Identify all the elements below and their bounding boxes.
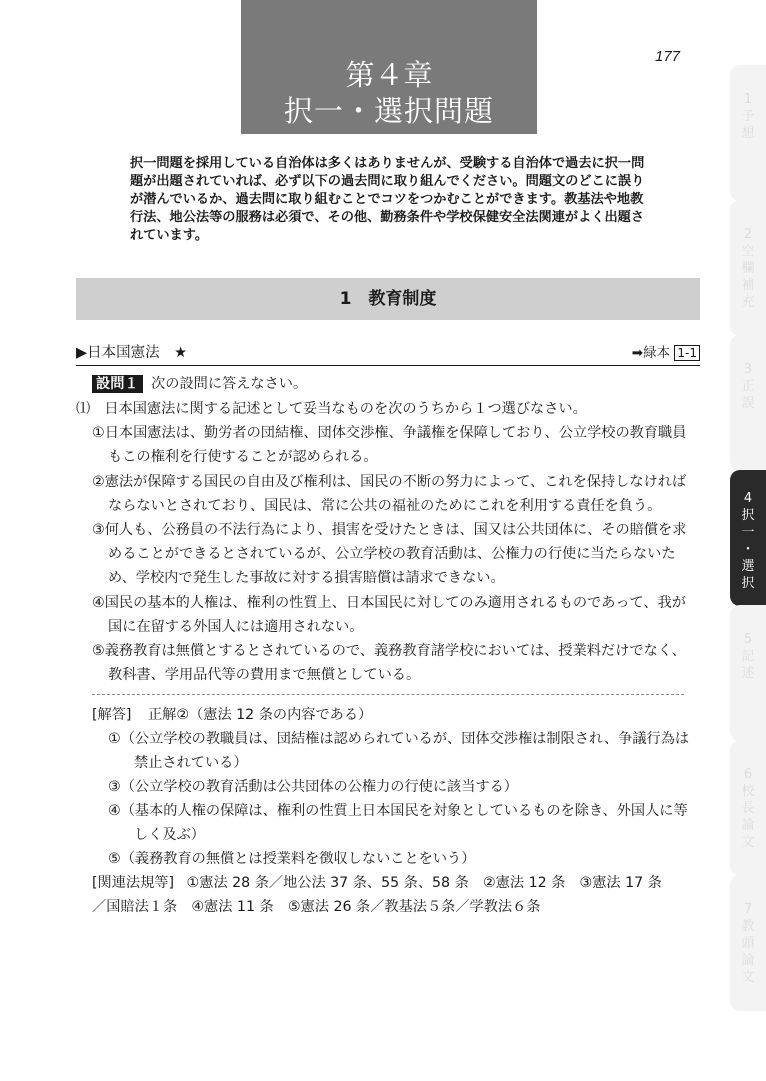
tab-chapter-3[interactable] — [730, 335, 766, 471]
topic-title: ▶日本国憲法 ★ — [76, 345, 188, 361]
related-laws — [76, 871, 700, 919]
tab-char: 頭 — [741, 936, 755, 951]
reference — [632, 341, 700, 365]
tab-char: 予 — [741, 109, 755, 124]
topic-header — [76, 341, 700, 366]
tab-char: 論 — [741, 953, 755, 968]
answer-item: ③（公立学校の教育活動は公共団体の公権力の行使に該当する） — [108, 779, 518, 796]
sub-question: ⑴ 日本国憲法に関する記述として妥当なものを次のうちから１つ選びなさい。 — [76, 401, 587, 417]
tab-char: 記 — [741, 649, 755, 664]
reference-label: ➡緑本 — [631, 345, 671, 361]
answer-heading — [76, 703, 700, 727]
tab-char: 長 — [741, 801, 755, 816]
tab-number: 7 — [743, 902, 753, 917]
option-3: ③何人も、公務員の不法行為により、損害を受けたときは、国又は公共団体に、その賠償を求めることができるとされているが、公立学校の教育活動は、公権力の行使に当たらないため、学校内で発生した事故に対する損害賠償は請求できない。 — [92, 522, 687, 587]
tab-number: 5 — [743, 632, 753, 647]
tab-number: 3 — [743, 362, 753, 377]
answer-item: ⑤（義務教育の無償とは授業料を徴収しないことをいう） — [108, 851, 476, 868]
tab-char: 文 — [741, 835, 755, 850]
tab-chapter-1[interactable] — [730, 65, 766, 201]
tab-char: 誤 — [741, 396, 755, 411]
tab-char: 充 — [741, 295, 755, 310]
tab-char: 欄 — [741, 261, 755, 276]
question-badge: 設問１ — [92, 375, 143, 393]
tab-char: 想 — [741, 126, 755, 141]
tab-char: 論 — [741, 818, 755, 833]
answer-item: ①（公立学校の教職員は、団結権は認められているが、団体交渉権は制限され、争議行為は禁止されている） — [108, 731, 690, 772]
answer-label: [解答] — [92, 707, 132, 724]
divider — [92, 694, 684, 695]
page-number: 177 — [655, 48, 681, 65]
chapter-title: 択一・選択問題 — [283, 94, 494, 128]
reference-id: 1-1 — [674, 345, 700, 361]
tab-char: 教 — [741, 919, 755, 934]
question-instruction: 次の設問に答えなさい。 — [151, 376, 308, 392]
related-line-1: ①憲法 28 条／地公法 37 条、55 条、58 条 ②憲法 12 条 ③憲法 17 条 — [186, 875, 662, 892]
tab-chapter-4[interactable] — [730, 470, 766, 606]
tab-chapter-7[interactable] — [730, 875, 766, 1011]
tab-number: 2 — [743, 227, 753, 242]
tab-char: ・ — [741, 542, 755, 557]
option-4: ④国民の基本的人権は、権利の性質上、日本国民に対してのみ適用されるものであって、我が国に在留する外国人には適用されない。 — [92, 594, 686, 635]
tab-char: 文 — [741, 970, 755, 985]
question-heading — [76, 371, 700, 397]
chapter-number: 第４章 — [345, 58, 433, 92]
tab-char: 述 — [741, 666, 755, 681]
tab-char: 校 — [741, 784, 755, 799]
tab-number: 4 — [743, 491, 753, 506]
related-line-2: ／国賠法１条 ④憲法 11 条 ⑤憲法 26 条／教基法５条／学教法６条 — [92, 899, 541, 916]
tab-char: 空 — [741, 244, 755, 259]
tab-char: 択 — [741, 576, 755, 591]
tab-chapter-2[interactable] — [730, 200, 766, 336]
question-block — [76, 371, 700, 919]
option-1: ①日本国憲法は、勤労者の団結権、団体交渉権、争議権を保障しており、公立学校の教育職員もこの権利を行使することが認められる。 — [92, 425, 687, 466]
tab-char: 択 — [741, 508, 755, 523]
tab-chapter-5[interactable] — [730, 605, 766, 741]
tab-char: 補 — [741, 278, 755, 293]
chapter-header — [241, 0, 537, 134]
answer-correct: 正解②（憲法 12 条の内容である） — [147, 707, 373, 724]
tab-chapter-6[interactable] — [730, 740, 766, 876]
tab-char: 選 — [741, 559, 755, 574]
option-2: ②憲法が保障する国民の自由及び権利は、国民の不断の努力によって、これを保持しなければならないとされており、国民は、常に公共の福祉のためにこれを利用する責任を負う。 — [92, 473, 687, 514]
related-label: [関連法規等] — [92, 875, 175, 892]
tab-char: 一 — [741, 525, 755, 540]
tab-number: 1 — [743, 92, 753, 107]
option-5: ⑤義務教育は無償とするとされているので、義務教育諸学校においては、授業料だけでなく、教科書、学用品代等の費用まで無償としている。 — [92, 643, 686, 684]
answer-item: ④（基本的人権の保障は、権利の性質上日本国民を対象としているものを除き、外国人に等しく及ぶ） — [108, 803, 688, 844]
chapter-intro: 択一問題を採用している自治体は多くはありませんが、受験する自治体で過去に択一問題が出題されていれば、必ず以下の過去問に取り組んでください。問題文のどこに誤りが潜んでいるか、過去問に取り組むことでコツをつかむことができます。教基法や地教行法、地公法等の服務は必須で、その他、勤務条件や学校保健安全法関連がよく出題されています。 — [130, 156, 645, 243]
tab-char: 正 — [741, 379, 755, 394]
section-title: 1 教育制度 — [76, 278, 700, 320]
tab-number: 6 — [743, 767, 753, 782]
